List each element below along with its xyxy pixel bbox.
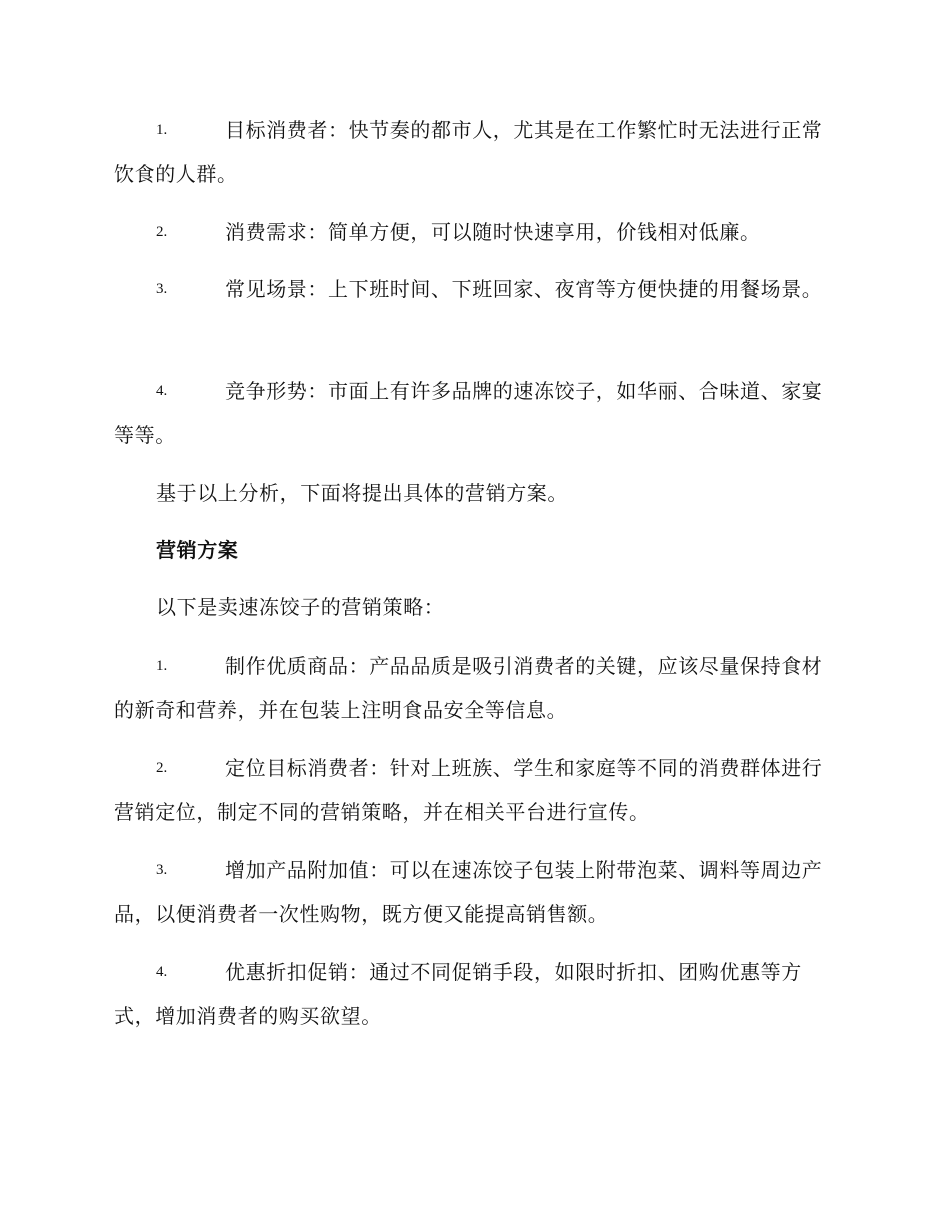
strategy-intro: 以下是卖速冻饺子的营销策略： xyxy=(156,595,445,619)
analysis-list-item-4 xyxy=(114,369,838,457)
analysis-list-item-2 xyxy=(114,210,838,254)
list-item-text: 消费需求：简单方便，可以随时快速享用，价钱相对低廉。 xyxy=(225,220,761,244)
list-item-text: 目标消费者：快节奏的都市人，尤其是在工作繁忙时无法进行正常饮食的人群。 xyxy=(114,118,823,186)
list-item-text: 增加产品附加值：可以在速冻饺子包装上附带泡菜、调料等周边产品，以便消费者一次性购物，既方便又能提高销售额。 xyxy=(114,858,823,926)
strategy-list-item-2 xyxy=(114,746,838,834)
list-item-text: 制作优质商品：产品品质是吸引消费者的关键，应该尽量保持食材的新奇和营养，并在包装上注明食品安全等信息。 xyxy=(114,654,823,722)
strategy-list-item-1 xyxy=(114,644,838,732)
list-item-text: 定位目标消费者：针对上班族、学生和家庭等不同的消费群体进行营销定位，制定不同的营销策略，并在相关平台进行宣传。 xyxy=(114,756,823,824)
list-number: 3. xyxy=(156,281,168,297)
list-number: 1. xyxy=(156,658,168,674)
list-number: 2. xyxy=(156,760,168,776)
list-number: 1. xyxy=(156,122,168,138)
list-number: 4. xyxy=(156,964,168,980)
analysis-list-item-3 xyxy=(114,267,838,311)
analysis-summary: 基于以上分析，下面将提出具体的营销方案。 xyxy=(156,481,568,505)
section-heading: 营销方案 xyxy=(156,538,239,562)
list-number: 3. xyxy=(156,862,168,878)
list-item-text: 优惠折扣促销：通过不同促销手段，如限时折扣、团购优惠等方式，增加消费者的购买欲望。 xyxy=(114,960,802,1028)
list-item-text: 竞争形势：市面上有许多品牌的速冻饺子，如华丽、合味道、家宴等等。 xyxy=(114,379,823,447)
strategy-list-item-4 xyxy=(114,950,838,1038)
list-number: 2. xyxy=(156,224,168,240)
analysis-list-item-1 xyxy=(114,108,838,196)
list-number: 4. xyxy=(156,383,168,399)
strategy-list-item-3 xyxy=(114,848,838,936)
list-item-text: 常见场景：上下班时间、下班回家、夜宵等方便快捷的用餐场景。 xyxy=(225,277,823,301)
